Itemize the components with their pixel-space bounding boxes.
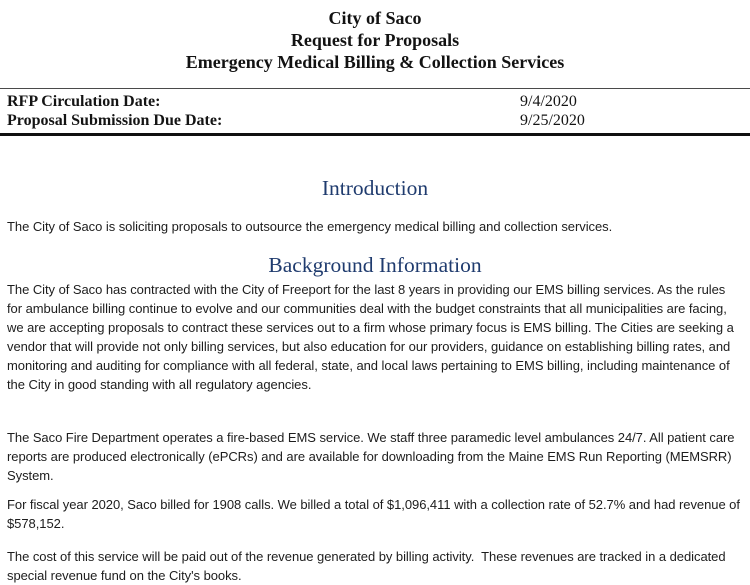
document-title-line-2: Request for Proposals	[290, 30, 460, 50]
section-heading-background-information: Background Information	[268, 253, 482, 277]
rfp-dates-table	[0, 88, 750, 136]
paragraph-background-fire-department: The Saco Fire Department operates a fire-based EMS service. We staff three paramedic level ambulances 24/7. All patient care reports are produced electronically (ePCRs) and are available for downloading from the Maine EMS Run Reporting (MEMSRR) System.	[7, 430, 739, 483]
proposal-submission-due-date-label: Proposal Submission Due Date:	[7, 112, 223, 129]
proposal-submission-due-date-value: 9/25/2020	[520, 112, 585, 129]
document-header	[0, 0, 750, 73]
paragraph-background-cost: The cost of this service will be paid out of the revenue generated by billing activity. These revenues are tracked in a dedicated special revenue fund on the City's books.	[7, 549, 730, 583]
rfp-circulation-date-label: RFP Circulation Date:	[7, 93, 161, 110]
paragraph-introduction: The City of Saco is soliciting proposals to outsource the emergency medical billing and collection services.	[7, 219, 613, 234]
paragraph-background-fiscal-year: For fiscal year 2020, Saco billed for 1908 calls. We billed a total of $1,096,411 with a collection rate of 52.7% and had revenue of $578,152.	[7, 497, 744, 531]
table-row-circulation-date	[0, 92, 750, 111]
section-heading-introduction: Introduction	[321, 176, 429, 200]
paragraph-background-contract: The City of Saco has contracted with the City of Freeport for the last 8 years in providing our EMS billing services. As the rules for ambulance billing continue to evolve and our communities deal with the budget constraints that all municipalities are facing, we are accepting proposals to contract these services out to a firm whose primary focus is EMS billing. The Cities are seeking a vendor that will provide not only billing services, but also education for our providers, guidance on establishing billing rates, and monitoring and auditing for compliance with all federal, state, and local laws pertaining to EMS billing, including maintenance of the City in good standing with all regulatory agencies.	[7, 282, 738, 392]
document-title-line-3: Emergency Medical Billing & Collection Services	[185, 52, 565, 72]
document-title-line-1: City of Saco	[328, 8, 422, 28]
rfp-circulation-date-value: 9/4/2020	[520, 93, 577, 110]
table-row-submission-due-date	[0, 111, 750, 130]
